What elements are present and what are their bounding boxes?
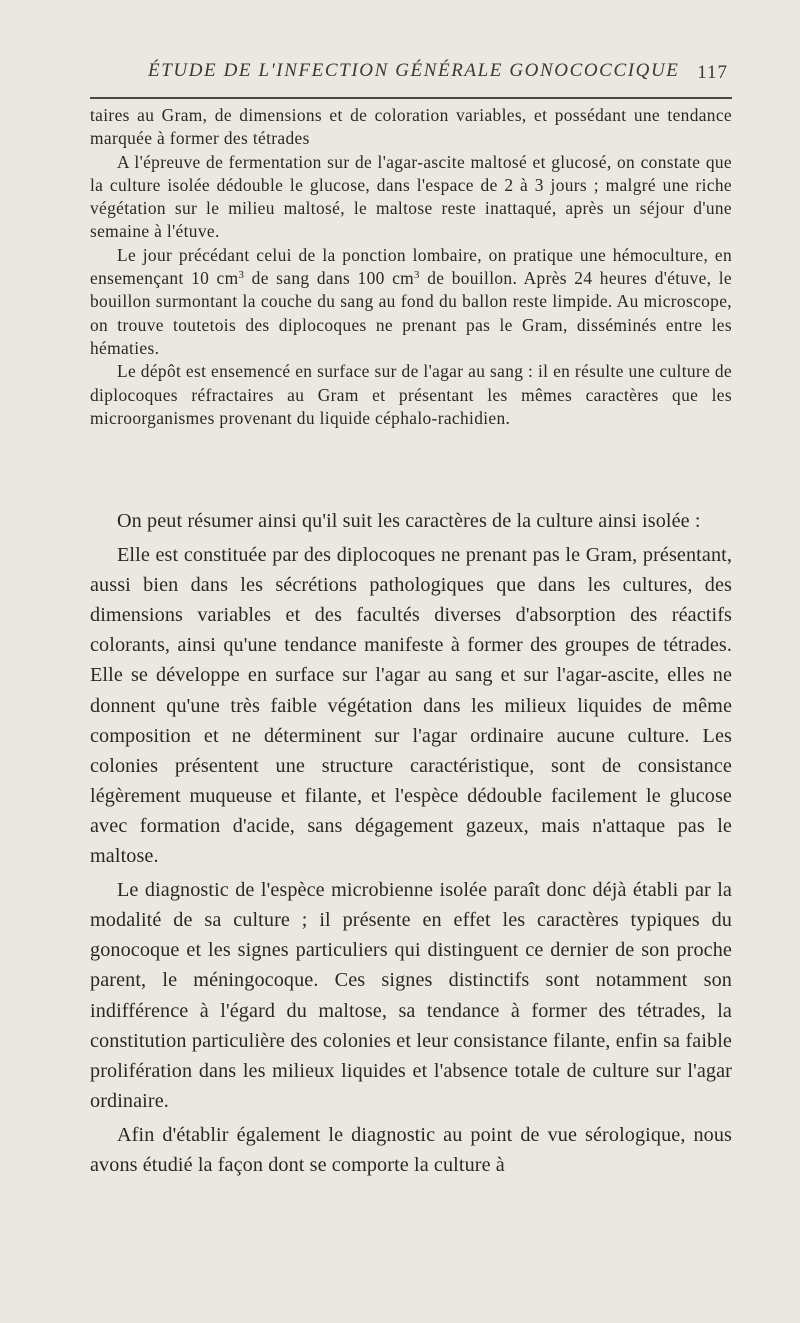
paragraph-diagnosis: Le diagnostic de l'espèce microbienne isolée paraît donc déjà établi par la modalité de sa culture ; il présente en effet les caractères typiques du gonocoque et les signes particuliers qui distinguent ce dernier de son proche parent, le méningocoque. Ces signes distinctifs sont notamment son indifférence à l'égard du maltose, sa tendance à former des tétrades, la constitution particulière des colonies et leur consistance filante, enfin sa faible prolifération dans les milieux liquides et l'absence totale de culture sur l'agar ordinaire.	[90, 879, 732, 1112]
page-number: 117	[697, 62, 728, 83]
superscript: 3	[414, 269, 420, 282]
header-rule	[90, 97, 732, 99]
main-text-section	[90, 506, 732, 1180]
paragraph-serology: Afin d'établir également le diagnostic au point de vue sérologique, nous avons étudié la façon dont se comporte la culture à	[90, 1123, 732, 1176]
small-print-section	[90, 104, 732, 430]
superscript: 3	[238, 269, 245, 282]
page-header	[90, 58, 732, 88]
paragraph-summary-intro: On peut résumer ainsi qu'il suit les caractères de la culture ainsi isolée :	[117, 510, 701, 532]
text-run: Le jour précédant celui de la ponction lombaire, on pratique une hémoculture, en ensemençant 10 cm	[90, 244, 732, 289]
paragraph-deposit: Le dépôt est ensemencé en surface sur de l'agar au sang : il en résulte une culture de diplocoques réfractaires au Gram et présentant les mêmes caractères que les microorganismes provenant du liquide céphalo-rachidien.	[90, 361, 732, 428]
paragraph-fermentation: A l'épreuve de fermentation sur de l'agar-ascite maltosé et glucosé, on constate que la culture isolée dédouble le glucose, dans l'espace de 2 à 3 jours ; malgré une riche végétation sur le milieu maltosé, le maltose reste inattaqué, après un séjour d'une semaine à l'étuve.	[90, 151, 732, 242]
paragraph-culture-description: Elle est constituée par des diplocoques ne prenant pas le Gram, présentant, aussi bien dans les sécrétions pathologiques que dans les cultures, des dimensions variables et des facultés diverses d'absorption des réactifs colorants, ainsi qu'une tendance manifeste à former des groupes de tétrades. Elle se développe en surface sur l'agar au sang et sur l'agar-ascite, elles ne donnent qu'une très faible végétation dans les milieux liquides de même composition et ne déterminent sur l'agar ordinaire aucune culture. Les colonies présentent une structure caractéristique, sont de consistance légèrement muqueuse et filante, et l'espèce dédouble facilement le glucose avec formation d'acide, sans dégagement gazeux, mais n'attaque pas le maltose.	[90, 544, 732, 868]
paragraph-continuation: taires au Gram, de dimensions et de coloration variables, et possédant une tendance marquée à former des tétrades	[90, 105, 732, 149]
text-run: de bouillon. Après 24 heures d'étuve, le bouillon surmontant la couche du sang au fond du ballon reste limpide. Au microscope, on trouve toutetois des diplocoques ne prenant pas le Gram, disséminés entre les hématies.	[90, 268, 732, 358]
running-title: ÉTUDE DE L'INFECTION GÉNÉRALE GONOCOCCIQUE	[148, 60, 680, 81]
text-run: de sang dans 100 cm	[244, 268, 415, 289]
paragraph-hemoculture	[90, 244, 732, 360]
